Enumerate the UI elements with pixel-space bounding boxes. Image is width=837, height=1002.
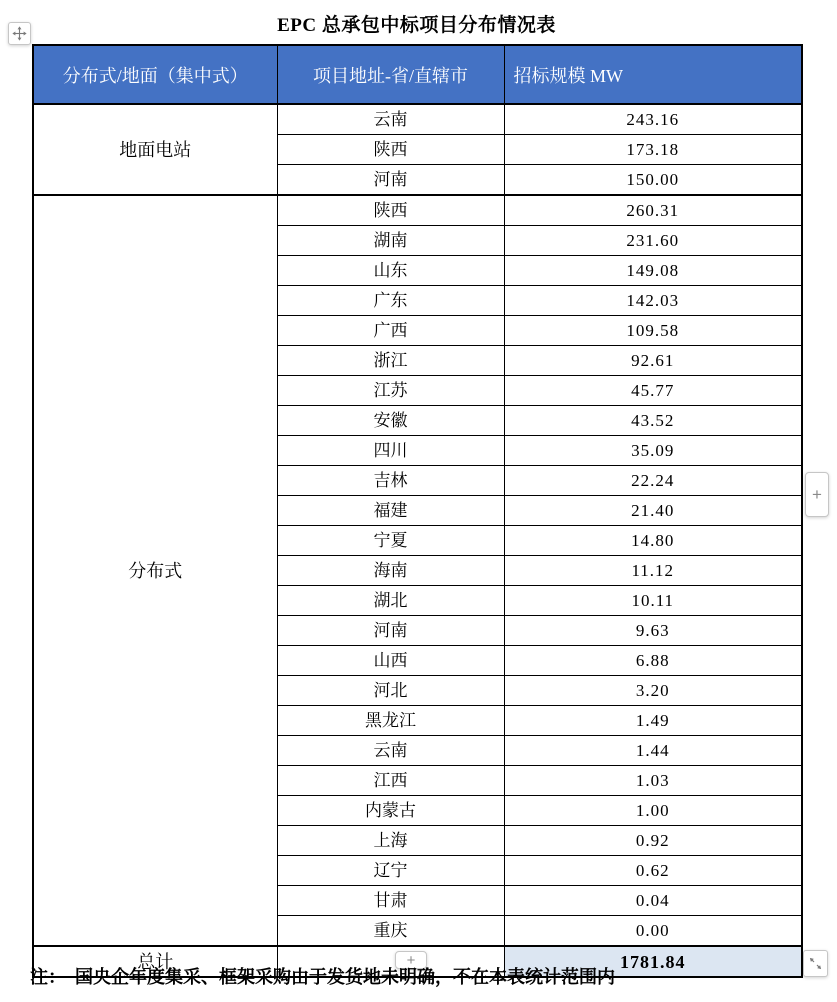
province-cell: 江苏 (277, 376, 504, 406)
mw-value-cell: 109.58 (504, 316, 802, 346)
mw-value-cell: 92.61 (504, 346, 802, 376)
mw-value-cell: 21.40 (504, 496, 802, 526)
add-column-button[interactable] (805, 472, 829, 517)
province-cell: 湖南 (277, 226, 504, 256)
diagonal-resize-icon (808, 956, 823, 971)
province-cell: 云南 (277, 736, 504, 766)
province-cell: 广东 (277, 286, 504, 316)
footnote: 注： 国央企年度集采、框架采购由于发货地未明确，不在本表统计范围内 (30, 967, 615, 987)
province-cell: 山西 (277, 646, 504, 676)
province-cell: 吉林 (277, 466, 504, 496)
total-label-cell: 总计 (33, 946, 277, 977)
province-cell: 浙江 (277, 346, 504, 376)
mw-value-cell: 6.88 (504, 646, 802, 676)
province-cell: 广西 (277, 316, 504, 346)
total-value-cell: 1781.84 (504, 946, 802, 977)
mw-value-cell: 1.49 (504, 706, 802, 736)
header-row (33, 45, 802, 104)
province-cell: 福建 (277, 496, 504, 526)
province-cell: 内蒙古 (277, 796, 504, 826)
mw-value-cell: 10.11 (504, 586, 802, 616)
province-cell: 安徽 (277, 406, 504, 436)
group-label-cell: 分布式 (33, 195, 277, 946)
province-cell: 山东 (277, 256, 504, 286)
province-cell: 甘肃 (277, 886, 504, 916)
mw-value-cell: 45.77 (504, 376, 802, 406)
mw-value-cell: 142.03 (504, 286, 802, 316)
province-cell: 河南 (277, 165, 504, 196)
mw-value-cell: 1.44 (504, 736, 802, 766)
header-category: 分布式/地面（集中式） (33, 45, 277, 104)
mw-value-cell: 3.20 (504, 676, 802, 706)
mw-value-cell: 260.31 (504, 195, 802, 226)
mw-value-cell: 149.08 (504, 256, 802, 286)
mw-value-cell: 11.12 (504, 556, 802, 586)
mw-value-cell: 150.00 (504, 165, 802, 196)
mw-value-cell: 22.24 (504, 466, 802, 496)
mw-value-cell: 1.00 (504, 796, 802, 826)
mw-value-cell: 231.60 (504, 226, 802, 256)
table-resize-handle[interactable] (803, 950, 828, 977)
province-cell: 云南 (277, 104, 504, 135)
mw-value-cell: 243.16 (504, 104, 802, 135)
mw-value-cell: 43.52 (504, 406, 802, 436)
table-move-handle[interactable] (8, 22, 31, 45)
table-row (33, 104, 802, 135)
province-cell: 河北 (277, 676, 504, 706)
province-cell: 宁夏 (277, 526, 504, 556)
mw-value-cell: 173.18 (504, 135, 802, 165)
province-cell: 辽宁 (277, 856, 504, 886)
mw-value-cell: 9.63 (504, 616, 802, 646)
mw-value-cell: 1.03 (504, 766, 802, 796)
province-cell: 海南 (277, 556, 504, 586)
page-title: EPC 总承包中标项目分布情况表 (277, 15, 556, 36)
table-row (33, 195, 802, 226)
province-cell: 江西 (277, 766, 504, 796)
header-scale: 招标规模 MW (504, 45, 802, 104)
province-cell: 陕西 (277, 135, 504, 165)
mw-value-cell: 0.00 (504, 916, 802, 947)
mw-value-cell: 0.04 (504, 886, 802, 916)
province-cell: 陕西 (277, 195, 504, 226)
province-cell: 四川 (277, 436, 504, 466)
province-cell: 上海 (277, 826, 504, 856)
epc-distribution-table (32, 44, 803, 978)
province-cell: 河南 (277, 616, 504, 646)
province-cell: 湖北 (277, 586, 504, 616)
group-label-cell: 地面电站 (33, 104, 277, 195)
plus-icon: + (406, 951, 416, 969)
province-cell: 黑龙江 (277, 706, 504, 736)
table-body (33, 104, 802, 977)
mw-value-cell: 35.09 (504, 436, 802, 466)
mw-value-cell: 14.80 (504, 526, 802, 556)
move-icon (12, 26, 27, 41)
mw-value-cell: 0.62 (504, 856, 802, 886)
plus-icon: + (812, 484, 822, 504)
header-province: 项目地址-省/直辖市 (277, 45, 504, 104)
mw-value-cell: 0.92 (504, 826, 802, 856)
province-cell: 重庆 (277, 916, 504, 947)
